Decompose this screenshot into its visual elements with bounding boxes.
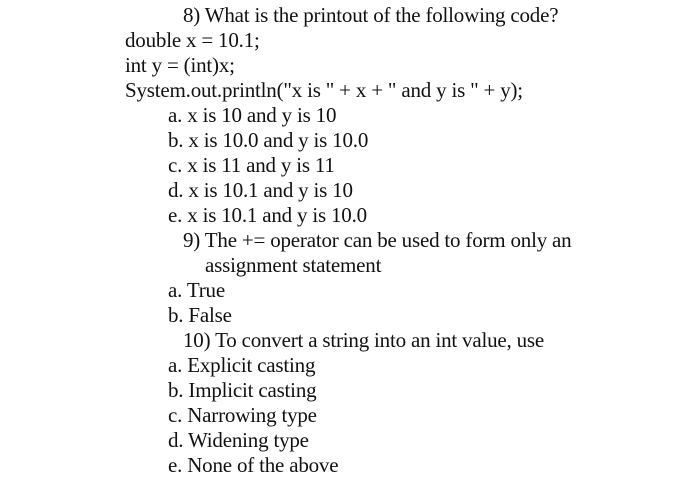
- question-9-text-line-2: assignment statement: [205, 253, 382, 277]
- question-10-option-c: c. Narrowing type: [168, 403, 317, 427]
- question-10-option-e: e. None of the above: [168, 453, 339, 477]
- question-10-text: 10) To convert a string into an int value, use: [183, 328, 545, 352]
- question-10-option-d: d. Widening type: [168, 428, 309, 452]
- question-9-option-b: b. False: [168, 303, 232, 327]
- question-8-option-d: d. x is 10.1 and y is 10: [168, 178, 353, 202]
- question-8-option-e: e. x is 10.1 and y is 10.0: [168, 203, 367, 227]
- code-line-3: System.out.println("x is " + x + " and y is " + y);: [125, 78, 523, 102]
- question-8-text: 8) What is the printout of the following code?: [183, 3, 559, 27]
- question-8-option-c: c. x is 11 and y is 11: [168, 153, 335, 177]
- question-9-text-line-1: 9) The += operator can be used to form only an: [183, 228, 572, 252]
- question-10-option-a: a. Explicit casting: [168, 353, 316, 377]
- code-line-1: double x = 10.1;: [125, 28, 260, 52]
- question-8-option-a: a. x is 10 and y is 10: [168, 103, 337, 127]
- question-10-option-b: b. Implicit casting: [168, 378, 317, 402]
- question-8-option-b: b. x is 10.0 and y is 10.0: [168, 128, 369, 152]
- code-line-2: int y = (int)x;: [125, 53, 235, 77]
- question-9-option-a: a. True: [168, 278, 225, 302]
